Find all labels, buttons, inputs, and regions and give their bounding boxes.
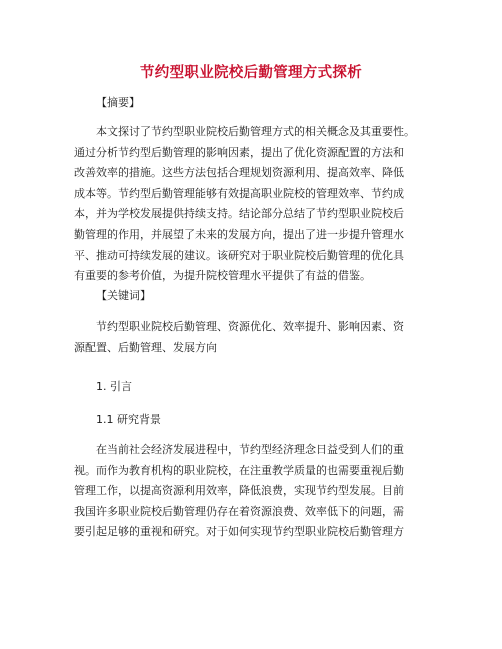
background-line: 要引起足够的重视和研究。对于如何实现节约型职业院校后勤管理方	[74, 525, 404, 539]
background-line: 管理工作，以提高资源利用效率，降低浪费，实现节约型发展。目前	[74, 484, 404, 498]
background-line: 在当前社会经济发展进程中，节约型经济理念日益受到人们的重	[96, 443, 404, 456]
keywords-paragraph	[74, 317, 434, 358]
abstract-line: 成本等。节约型后勤管理能够有效提高职业院校的管理效率、节约成	[74, 186, 404, 200]
background-paragraph	[74, 440, 434, 543]
abstract-line: 本，并为学校发展提供持续支持。结论部分总结了节约型职业院校后	[74, 207, 404, 221]
background-line: 我国许多职业院校后勤管理仍存在着资源浪费、效率低下的问题，需	[74, 504, 404, 518]
section-1-1-heading: 1.1 研究背景	[96, 413, 161, 426]
keywords-heading: 【关键词】	[96, 289, 151, 302]
abstract-line: 通过分析节约型后勤管理的影响因素，提出了优化资源配置的方法和	[74, 145, 404, 159]
background-line: 视。而作为教育机构的职业院校，在注重教学质量的也需要重视后勤	[74, 463, 404, 477]
abstract-line: 平、推动可持续发展的建议。该研究对于职业院校后勤管理的优化具	[74, 248, 404, 262]
abstract-line: 勤管理的作用，并展望了未来的发展方向，提出了进一步提升管理水	[74, 227, 404, 241]
document-title: 节约型职业院校后勤管理方式探析	[140, 65, 362, 81]
abstract-paragraph	[74, 122, 434, 287]
section-1-heading: 1. 引言	[96, 380, 132, 393]
abstract-line: 有重要的参考价值，为提升院校管理水平提供了有益的借鉴。	[74, 269, 371, 283]
keywords-line: 源配置、后勤管理、发展方向	[74, 340, 217, 354]
abstract-line: 改善效率的措施。这些方法包括合理规划资源利用、提高效率、降低	[74, 166, 404, 180]
keywords-line: 节约型职业院校后勤管理、资源优化、效率提升、影响因素、资	[96, 320, 404, 333]
abstract-heading: 【摘要】	[96, 96, 140, 109]
abstract-line: 本文探讨了节约型职业院校后勤管理方式的相关概念及其重要性。	[96, 125, 415, 138]
